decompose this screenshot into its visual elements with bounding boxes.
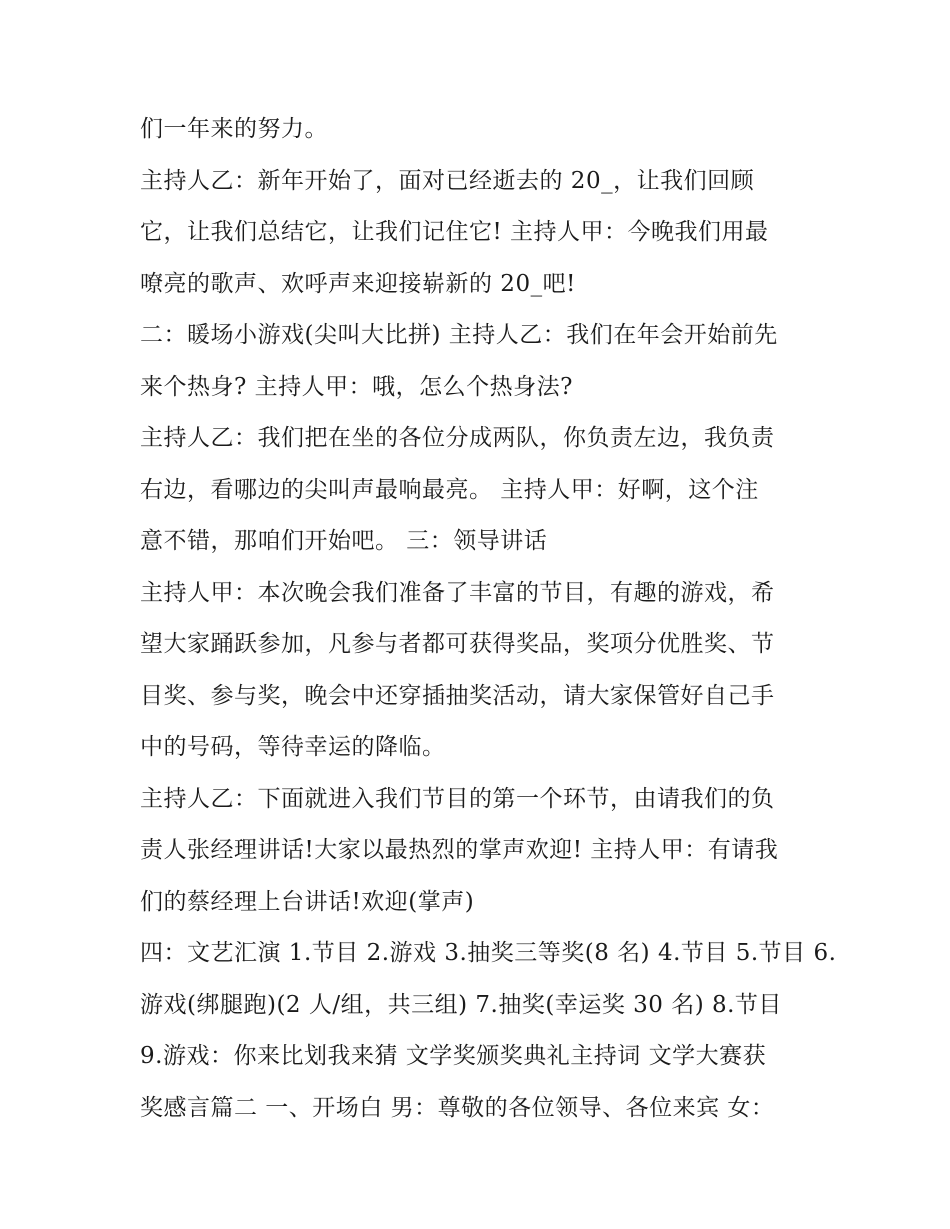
- text-line: 它，让我们总结它，让我们记住它! 主持人甲：今晚我们用最: [140, 219, 769, 245]
- text-line: 游戏(绑腿跑)(2 人/组，共三组) 7.抽奖(幸运奖 30 名) 8.节目: [140, 991, 782, 1018]
- text-line: 望大家踊跃参加，凡参与者都可获得奖品，奖项分优胜奖、节: [140, 631, 775, 657]
- text-line: 责人张经理讲话!大家以最热烈的掌声欢迎! 主持人甲：有请我: [140, 837, 779, 863]
- text-line: 主持人乙：下面就进入我们节目的第一个环节，由请我们的负: [140, 785, 775, 812]
- text-line: 9.游戏：你来比划我来猜 文学奖颁奖典礼主持词 文学大赛获: [140, 1043, 767, 1069]
- text-line: 右边，看哪边的尖叫声最响最亮。 主持人甲：好啊，这个注: [140, 476, 759, 503]
- text-line: 四：文艺汇演 1.节目 2.游戏 3.抽奖三等奖(8 名) 4.节目 5.节目 6.: [140, 940, 837, 966]
- text-line: 主持人乙：我们把在坐的各位分成两队，你负责左边，我负责: [140, 425, 775, 451]
- text-line: 中的号码，等待幸运的降临。: [140, 734, 446, 760]
- text-line: 主持人乙：新年开始了，面对已经逝去的 20_，让我们回顾: [140, 167, 755, 194]
- document-body: [140, 104, 837, 1134]
- text-line: 嘹亮的歌声、欢呼声来迎接崭新的 20_吧!: [140, 270, 576, 297]
- text-line: 奖感言篇二 一、开场白 男：尊敬的各位领导、各位来宾 女：: [140, 1094, 775, 1121]
- text-line: 主持人甲：本次晚会我们准备了丰富的节目，有趣的游戏，希: [140, 579, 775, 606]
- text-line: 目奖、参与奖，晚会中还穿插抽奖活动，请大家保管好自己手: [140, 682, 775, 709]
- text-line: 们一年来的努力。: [140, 116, 328, 142]
- text-line: 来个热身? 主持人甲：哦，怎么个热身法?: [140, 373, 573, 400]
- text-line: 二：暖场小游戏(尖叫大比拼) 主持人乙：我们在年会开始前先: [140, 322, 778, 348]
- text-line: 意不错，那咱们开始吧。 三：领导讲话: [140, 528, 548, 554]
- text-line: 们的蔡经理上台讲话!欢迎(掌声): [140, 888, 475, 915]
